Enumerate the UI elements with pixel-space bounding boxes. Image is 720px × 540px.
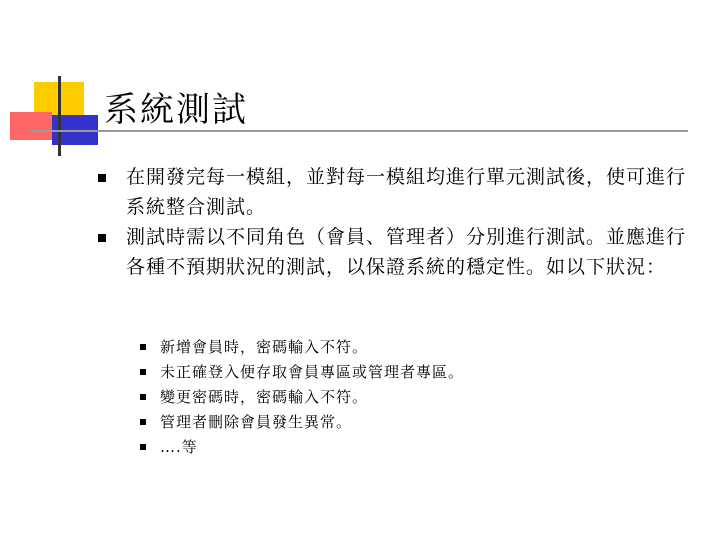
bullet-text: 測試時需以不同角色（會員、管理者）分別進行測試。並應進行各種不預期狀況的測試，以保證系統的穩定性。如以下狀況：	[126, 226, 687, 278]
sub-bullet-text: 新增會員時，密碼輸入不符。	[160, 338, 369, 356]
sub-bullet-marker	[140, 369, 146, 375]
slide-title: 系統測試	[104, 90, 248, 130]
sub-bullet-text: ….等	[160, 438, 198, 456]
sub-bullet-text: 管理者刪除會員發生異常。	[160, 413, 353, 431]
sub-bullet-marker	[140, 444, 146, 450]
bullet-marker	[98, 174, 106, 182]
sub-bullet-marker	[140, 344, 146, 350]
bullet-marker	[98, 234, 106, 242]
sub-bullet-text: 變更密碼時，密碼輸入不符。	[160, 388, 369, 406]
sub-bullet-marker	[140, 419, 146, 425]
sub-bullet-text: 未正確登入便存取會員專區或管理者專區。	[160, 363, 465, 381]
sub-bullet-marker	[140, 394, 146, 400]
bullet-text: 在開發完每一模組，並對每一模組均進行單元測試後，使可進行系統整合測試。	[126, 166, 687, 218]
